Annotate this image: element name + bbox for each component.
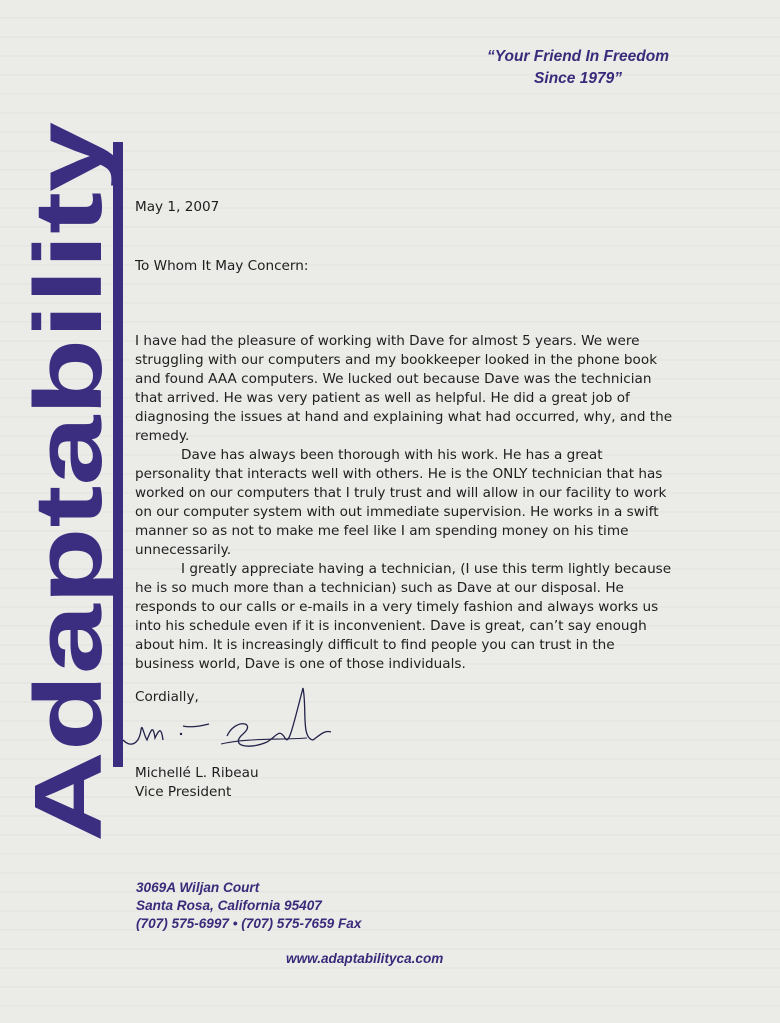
paragraph-3: I greatly appreciate having a technician, (I use this term lightly because he is so much more than a technician) such as Dave at our disposal. He responds to our calls or e-mails in a very timely fashion and always works us into his schedule even if it is inconvenient. Dave is great, can’t say enough about him. It is increasingly difficult to find people you can trust in the business world, Dave is one of those individuals. bbox=[135, 561, 672, 672]
letter-paragraphs bbox=[135, 332, 675, 674]
signer-name: Michellé L. Ribeau bbox=[135, 765, 259, 781]
logo-wordmark: Adaptability bbox=[23, 292, 122, 842]
logo-bar bbox=[113, 142, 123, 767]
paragraph-1: I have had the pleasure of working with Dave for almost 5 years. We were struggling with our computers and my bookkeeper looked in the phone book and found AAA computers. We lucked out because Dave was the technician that arrived. He was very patient as well as helpful. He did a great job of diagnosing the issues at hand and explaining what had occurred, why, and the remedy. bbox=[135, 333, 673, 444]
company-address bbox=[136, 879, 361, 933]
phone-fax: (707) 575-6997 • (707) 575-7659 Fax bbox=[136, 916, 362, 931]
tagline-line-2: Since 1979” bbox=[534, 70, 622, 87]
signer-title: Vice President bbox=[135, 784, 232, 800]
paragraph-2: Dave has always been thorough with his work. He has a great personality that interacts well with others. He is the ONLY technician that has worked on our computers that I truly trust and will allow in our facility to work on our computer system with out immediate supervision. He works in a swift manner so as not to make me feel like I am spending money on his time unnecessarily. bbox=[135, 447, 667, 558]
company-website: www.adaptabilityca.com bbox=[286, 951, 444, 966]
address-city: Santa Rosa, California 95407 bbox=[136, 898, 322, 913]
tagline-line-1: “Your Friend In Freedom bbox=[487, 48, 669, 65]
signer-block bbox=[135, 764, 259, 802]
company-tagline bbox=[428, 46, 728, 90]
address-street: 3069A Wiljan Court bbox=[136, 880, 260, 895]
letter-date: May 1, 2007 bbox=[135, 199, 220, 215]
letter-closing: Cordially, bbox=[135, 689, 199, 705]
letter-salutation: To Whom It May Concern: bbox=[135, 258, 309, 274]
company-logo bbox=[23, 112, 131, 847]
handwritten-signature bbox=[117, 678, 357, 768]
